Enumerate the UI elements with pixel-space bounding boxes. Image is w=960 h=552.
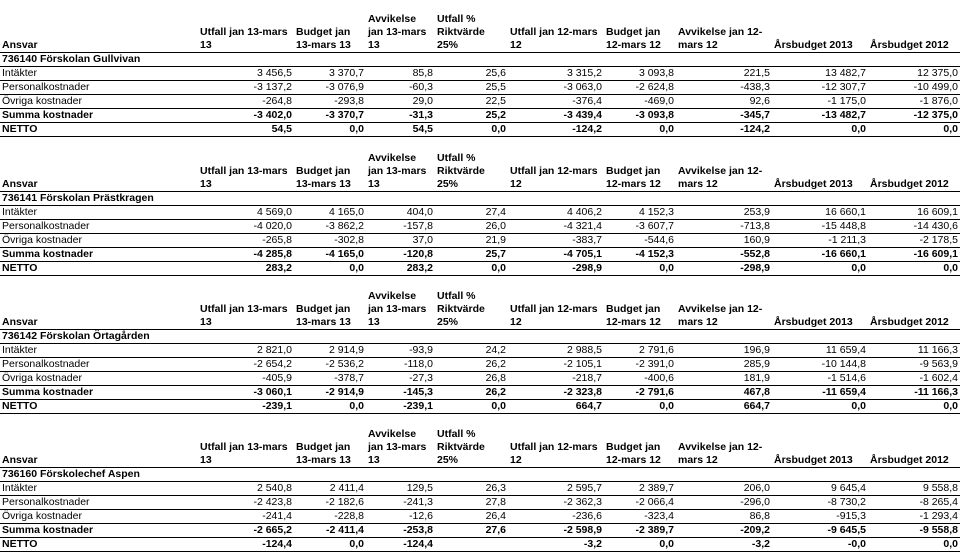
value-cell: -376,4: [508, 95, 604, 109]
value-cell: 0,0: [868, 538, 960, 552]
value-cell: -118,0: [366, 358, 435, 372]
value-cell: 0,0: [868, 400, 960, 414]
value-cell: 160,9: [676, 234, 772, 248]
unit-title-row: [0, 468, 960, 482]
value-cell: -31,3: [366, 109, 435, 123]
value-cell: 26,0: [435, 220, 508, 234]
value-cell: -9 645,5: [772, 524, 868, 538]
header-row: [0, 290, 960, 330]
column-header: Budget jan 13-mars 13: [294, 290, 366, 330]
value-cell: -713,8: [676, 220, 772, 234]
value-cell: 3 456,5: [198, 67, 294, 81]
value-cell: 4 569,0: [198, 206, 294, 220]
value-cell: -0,0: [772, 538, 868, 552]
value-cell: 25,6: [435, 67, 508, 81]
value-cell: -302,8: [294, 234, 366, 248]
value-cell: 3 315,2: [508, 67, 604, 81]
value-cell: -8 730,2: [772, 496, 868, 510]
value-cell: 283,2: [366, 262, 435, 276]
value-cell: -2 665,2: [198, 524, 294, 538]
value-cell: [435, 538, 508, 552]
table-row: [0, 123, 960, 137]
value-cell: -253,8: [366, 524, 435, 538]
table-row: [0, 372, 960, 386]
value-cell: -1 876,0: [868, 95, 960, 109]
unit-title: 736140 Förskolan Gullvivan: [0, 53, 960, 67]
value-cell: 253,9: [676, 206, 772, 220]
column-header-ansvar: Ansvar: [0, 13, 198, 53]
value-cell: -2 391,0: [604, 358, 676, 372]
unit-title-row: [0, 53, 960, 67]
value-cell: 37,0: [366, 234, 435, 248]
value-cell: -14 430,6: [868, 220, 960, 234]
value-cell: 9 645,4: [772, 482, 868, 496]
value-cell: -93,9: [366, 344, 435, 358]
row-label: Övriga kostnader: [0, 510, 198, 524]
row-label: NETTO: [0, 262, 198, 276]
value-cell: 0,0: [294, 400, 366, 414]
column-header: Årsbudget 2013: [772, 290, 868, 330]
value-cell: 2 389,7: [604, 482, 676, 496]
value-cell: 0,0: [294, 262, 366, 276]
value-cell: 26,3: [435, 482, 508, 496]
value-cell: 86,8: [676, 510, 772, 524]
column-header: Avvikelse jan 13-mars 13: [366, 152, 435, 192]
value-cell: 2 914,9: [294, 344, 366, 358]
value-cell: 0,0: [772, 262, 868, 276]
row-label: NETTO: [0, 400, 198, 414]
value-cell: -1 602,4: [868, 372, 960, 386]
value-cell: 0,0: [772, 123, 868, 137]
column-header-ansvar: Ansvar: [0, 152, 198, 192]
value-cell: -241,3: [366, 496, 435, 510]
value-cell: 9 558,8: [868, 482, 960, 496]
value-cell: 285,9: [676, 358, 772, 372]
column-header: Utfall jan 12-mars 12: [508, 428, 604, 468]
value-cell: -3 063,0: [508, 81, 604, 95]
value-cell: 0,0: [868, 262, 960, 276]
row-label: Summa kostnader: [0, 248, 198, 262]
value-cell: -405,9: [198, 372, 294, 386]
column-header: Årsbudget 2012: [868, 290, 960, 330]
column-header: Budget jan 13-mars 13: [294, 152, 366, 192]
value-cell: 404,0: [366, 206, 435, 220]
row-label: Övriga kostnader: [0, 95, 198, 109]
value-cell: -124,2: [676, 123, 772, 137]
value-cell: -10 144,8: [772, 358, 868, 372]
value-cell: 0,0: [294, 538, 366, 552]
value-cell: 27,8: [435, 496, 508, 510]
column-header: Utfall jan 13-mars 13: [198, 13, 294, 53]
value-cell: -378,7: [294, 372, 366, 386]
value-cell: 0,0: [604, 400, 676, 414]
header-row: [0, 152, 960, 192]
value-cell: 21,9: [435, 234, 508, 248]
value-cell: 221,5: [676, 67, 772, 81]
value-cell: -296,0: [676, 496, 772, 510]
row-label: Intäkter: [0, 344, 198, 358]
value-cell: -4 020,0: [198, 220, 294, 234]
row-label: Summa kostnader: [0, 109, 198, 123]
table-row: [0, 220, 960, 234]
value-cell: -264,8: [198, 95, 294, 109]
row-label: Intäkter: [0, 206, 198, 220]
value-cell: 206,0: [676, 482, 772, 496]
column-header: Avvikelse jan 12-mars 12: [676, 290, 772, 330]
value-cell: -11 659,4: [772, 386, 868, 400]
value-cell: -124,4: [366, 538, 435, 552]
value-cell: -2 654,2: [198, 358, 294, 372]
value-cell: 129,5: [366, 482, 435, 496]
row-label: Övriga kostnader: [0, 372, 198, 386]
table-row: [0, 386, 960, 400]
report-table-1: [0, 13, 960, 137]
row-label: Personalkostnader: [0, 220, 198, 234]
row-label: Summa kostnader: [0, 524, 198, 538]
value-cell: 27,4: [435, 206, 508, 220]
table-row: [0, 496, 960, 510]
value-cell: 0,0: [868, 123, 960, 137]
value-cell: 4 406,2: [508, 206, 604, 220]
row-label: Personalkostnader: [0, 496, 198, 510]
value-cell: 25,7: [435, 248, 508, 262]
value-cell: 0,0: [604, 262, 676, 276]
value-cell: -1 175,0: [772, 95, 868, 109]
value-cell: -2 423,8: [198, 496, 294, 510]
table-row: [0, 400, 960, 414]
value-cell: 3 370,7: [294, 67, 366, 81]
column-header: Årsbudget 2013: [772, 428, 868, 468]
column-header: Budget jan 13-mars 13: [294, 13, 366, 53]
value-cell: -298,9: [676, 262, 772, 276]
column-header: Budget jan 12-mars 12: [604, 13, 676, 53]
value-cell: -15 448,8: [772, 220, 868, 234]
value-cell: 26,8: [435, 372, 508, 386]
value-cell: 26,4: [435, 510, 508, 524]
value-cell: -298,9: [508, 262, 604, 276]
table-row: [0, 109, 960, 123]
value-cell: -4 152,3: [604, 248, 676, 262]
value-cell: -4 165,0: [294, 248, 366, 262]
column-header: Utfall jan 13-mars 13: [198, 152, 294, 192]
value-cell: 11 166,3: [868, 344, 960, 358]
column-header: Budget jan 12-mars 12: [604, 152, 676, 192]
value-cell: -552,8: [676, 248, 772, 262]
column-header: Budget jan 13-mars 13: [294, 428, 366, 468]
value-cell: -1 514,6: [772, 372, 868, 386]
column-header: Utfall jan 13-mars 13: [198, 290, 294, 330]
row-label: Övriga kostnader: [0, 234, 198, 248]
value-cell: -469,0: [604, 95, 676, 109]
value-cell: 4 152,3: [604, 206, 676, 220]
table-row: [0, 344, 960, 358]
report-table-2: [0, 152, 960, 276]
value-cell: 0,0: [772, 400, 868, 414]
unit-title-row: [0, 192, 960, 206]
column-header: Avvikelse jan 13-mars 13: [366, 428, 435, 468]
value-cell: 181,9: [676, 372, 772, 386]
table-row: [0, 67, 960, 81]
value-cell: -239,1: [198, 400, 294, 414]
column-header: Avvikelse jan 13-mars 13: [366, 290, 435, 330]
value-cell: 0,0: [604, 538, 676, 552]
column-header: Utfall % Riktvärde 25%: [435, 290, 508, 330]
value-cell: -218,7: [508, 372, 604, 386]
unit-title-row: [0, 330, 960, 344]
column-header-ansvar: Ansvar: [0, 290, 198, 330]
value-cell: -3,2: [508, 538, 604, 552]
column-header: Utfall % Riktvärde 25%: [435, 13, 508, 53]
value-cell: -544,6: [604, 234, 676, 248]
value-cell: -241,4: [198, 510, 294, 524]
header-row: [0, 13, 960, 53]
value-cell: -124,4: [198, 538, 294, 552]
column-header: Utfall % Riktvärde 25%: [435, 152, 508, 192]
value-cell: -265,8: [198, 234, 294, 248]
value-cell: -157,8: [366, 220, 435, 234]
column-header: Utfall % Riktvärde 25%: [435, 428, 508, 468]
value-cell: 26,2: [435, 358, 508, 372]
value-cell: 0,0: [435, 262, 508, 276]
table-row: [0, 234, 960, 248]
value-cell: -2 791,6: [604, 386, 676, 400]
value-cell: -124,2: [508, 123, 604, 137]
row-label: NETTO: [0, 123, 198, 137]
value-cell: 0,0: [294, 123, 366, 137]
value-cell: -228,8: [294, 510, 366, 524]
value-cell: -16 660,1: [772, 248, 868, 262]
value-cell: 4 165,0: [294, 206, 366, 220]
value-cell: -8 265,4: [868, 496, 960, 510]
value-cell: 12 375,0: [868, 67, 960, 81]
value-cell: 26,2: [435, 386, 508, 400]
value-cell: -4 321,4: [508, 220, 604, 234]
value-cell: 54,5: [198, 123, 294, 137]
column-header: Utfall jan 12-mars 12: [508, 290, 604, 330]
value-cell: -383,7: [508, 234, 604, 248]
value-cell: -4 705,1: [508, 248, 604, 262]
table-row: [0, 206, 960, 220]
unit-title: 736142 Förskolan Örtagården: [0, 330, 960, 344]
value-cell: -2 105,1: [508, 358, 604, 372]
value-cell: -4 285,8: [198, 248, 294, 262]
value-cell: -120,8: [366, 248, 435, 262]
value-cell: 2 540,8: [198, 482, 294, 496]
value-cell: -12,6: [366, 510, 435, 524]
value-cell: -236,6: [508, 510, 604, 524]
value-cell: 25,2: [435, 109, 508, 123]
value-cell: 2 988,5: [508, 344, 604, 358]
table-row: [0, 482, 960, 496]
value-cell: -323,4: [604, 510, 676, 524]
value-cell: -2 323,8: [508, 386, 604, 400]
value-cell: -3 862,2: [294, 220, 366, 234]
column-header: Utfall jan 12-mars 12: [508, 152, 604, 192]
value-cell: 664,7: [508, 400, 604, 414]
column-header: Årsbudget 2012: [868, 152, 960, 192]
value-cell: 2 595,7: [508, 482, 604, 496]
row-label: Personalkostnader: [0, 358, 198, 372]
value-cell: 2 411,4: [294, 482, 366, 496]
value-cell: 16 660,1: [772, 206, 868, 220]
table-row: [0, 81, 960, 95]
value-cell: -13 482,7: [772, 109, 868, 123]
value-cell: -345,7: [676, 109, 772, 123]
column-header: Årsbudget 2012: [868, 13, 960, 53]
value-cell: 85,8: [366, 67, 435, 81]
unit-title: 736141 Förskolan Prästkragen: [0, 192, 960, 206]
value-cell: 196,9: [676, 344, 772, 358]
table-row: [0, 248, 960, 262]
column-header: Avvikelse jan 13-mars 13: [366, 13, 435, 53]
value-cell: 283,2: [198, 262, 294, 276]
column-header-ansvar: Ansvar: [0, 428, 198, 468]
value-cell: 16 609,1: [868, 206, 960, 220]
value-cell: -27,3: [366, 372, 435, 386]
value-cell: 24,2: [435, 344, 508, 358]
table-row: [0, 95, 960, 109]
value-cell: -145,3: [366, 386, 435, 400]
value-cell: -209,2: [676, 524, 772, 538]
column-header: Utfall jan 12-mars 12: [508, 13, 604, 53]
table-row: [0, 510, 960, 524]
report-table-4: [0, 428, 960, 552]
value-cell: 27,6: [435, 524, 508, 538]
value-cell: -60,3: [366, 81, 435, 95]
value-cell: -1 211,3: [772, 234, 868, 248]
column-header: Budget jan 12-mars 12: [604, 428, 676, 468]
column-header: Budget jan 12-mars 12: [604, 290, 676, 330]
value-cell: -11 166,3: [868, 386, 960, 400]
unit-title: 736160 Förskolechef Aspen: [0, 468, 960, 482]
value-cell: -2 182,6: [294, 496, 366, 510]
value-cell: -9 558,8: [868, 524, 960, 538]
value-cell: 0,0: [435, 400, 508, 414]
row-label: Personalkostnader: [0, 81, 198, 95]
value-cell: -2 536,2: [294, 358, 366, 372]
value-cell: -2 178,5: [868, 234, 960, 248]
table-row: [0, 524, 960, 538]
value-cell: -2 598,9: [508, 524, 604, 538]
value-cell: 54,5: [366, 123, 435, 137]
value-cell: -10 499,0: [868, 81, 960, 95]
value-cell: 22,5: [435, 95, 508, 109]
value-cell: 92,6: [676, 95, 772, 109]
value-cell: -3 370,7: [294, 109, 366, 123]
value-cell: 3 093,8: [604, 67, 676, 81]
value-cell: -3 439,4: [508, 109, 604, 123]
value-cell: 0,0: [604, 123, 676, 137]
value-cell: -3 402,0: [198, 109, 294, 123]
value-cell: -2 624,8: [604, 81, 676, 95]
value-cell: -400,6: [604, 372, 676, 386]
value-cell: 664,7: [676, 400, 772, 414]
value-cell: -2 914,9: [294, 386, 366, 400]
table-row: [0, 358, 960, 372]
value-cell: 29,0: [366, 95, 435, 109]
value-cell: 0,0: [435, 123, 508, 137]
value-cell: 25,5: [435, 81, 508, 95]
table-row: [0, 262, 960, 276]
value-cell: -3 607,7: [604, 220, 676, 234]
value-cell: 467,8: [676, 386, 772, 400]
value-cell: 2 821,0: [198, 344, 294, 358]
value-cell: -239,1: [366, 400, 435, 414]
value-cell: -2 389,7: [604, 524, 676, 538]
column-header: Årsbudget 2013: [772, 13, 868, 53]
value-cell: -3 060,1: [198, 386, 294, 400]
column-header: Avvikelse jan 12-mars 12: [676, 152, 772, 192]
value-cell: 2 791,6: [604, 344, 676, 358]
column-header: Avvikelse jan 12-mars 12: [676, 428, 772, 468]
value-cell: -3 093,8: [604, 109, 676, 123]
value-cell: -16 609,1: [868, 248, 960, 262]
value-cell: -3,2: [676, 538, 772, 552]
header-row: [0, 428, 960, 468]
row-label: Intäkter: [0, 482, 198, 496]
value-cell: 13 482,7: [772, 67, 868, 81]
value-cell: -438,3: [676, 81, 772, 95]
value-cell: -9 563,9: [868, 358, 960, 372]
column-header: Avvikelse jan 12-mars 12: [676, 13, 772, 53]
column-header: Årsbudget 2012: [868, 428, 960, 468]
row-label: NETTO: [0, 538, 198, 552]
row-label: Summa kostnader: [0, 386, 198, 400]
value-cell: 11 659,4: [772, 344, 868, 358]
report-table-3: [0, 290, 960, 414]
value-cell: -12 375,0: [868, 109, 960, 123]
value-cell: -12 307,7: [772, 81, 868, 95]
value-cell: -1 293,4: [868, 510, 960, 524]
value-cell: -2 362,3: [508, 496, 604, 510]
value-cell: -2 066,4: [604, 496, 676, 510]
value-cell: -3 137,2: [198, 81, 294, 95]
table-row: [0, 538, 960, 552]
value-cell: -3 076,9: [294, 81, 366, 95]
column-header: Utfall jan 13-mars 13: [198, 428, 294, 468]
value-cell: -293,8: [294, 95, 366, 109]
value-cell: -2 411,4: [294, 524, 366, 538]
value-cell: -915,3: [772, 510, 868, 524]
column-header: Årsbudget 2013: [772, 152, 868, 192]
row-label: Intäkter: [0, 67, 198, 81]
